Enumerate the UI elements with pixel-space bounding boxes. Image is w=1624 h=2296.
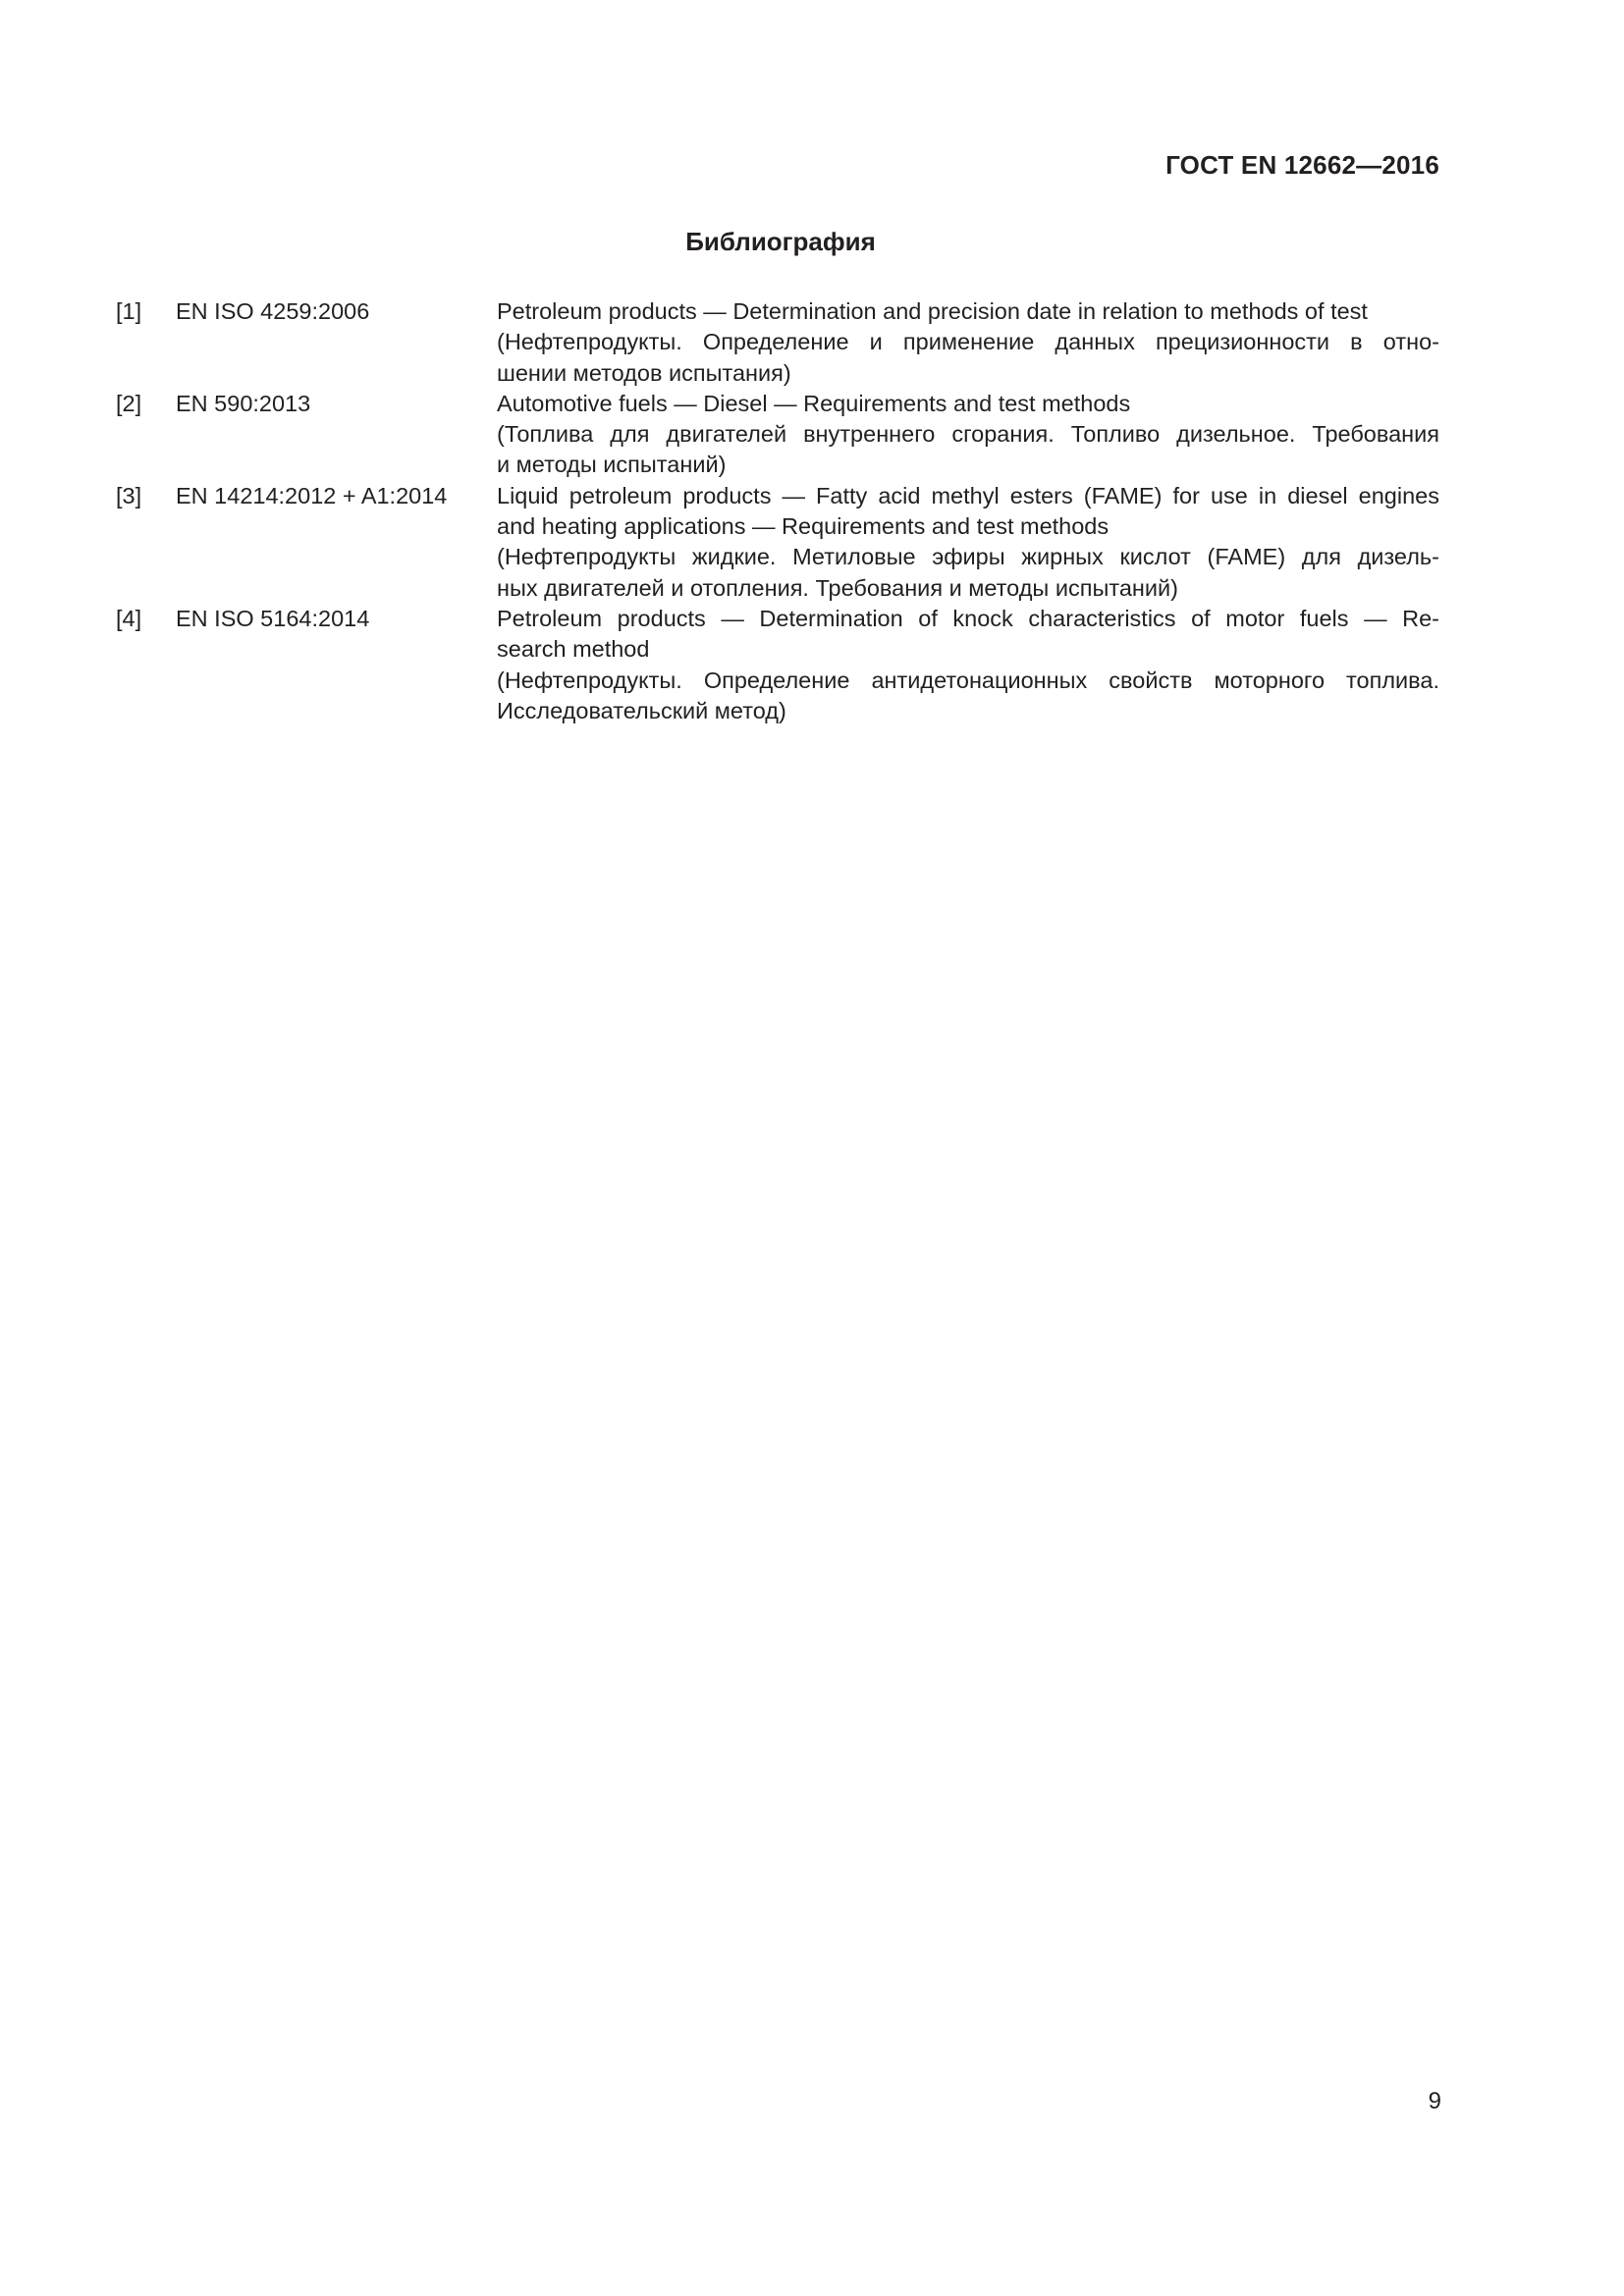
bibliography-entry bbox=[116, 296, 1439, 389]
bibliography-title: Библиография bbox=[685, 227, 876, 256]
entry-number: [3] bbox=[116, 482, 142, 508]
bibliography-list bbox=[116, 296, 1439, 726]
entry-description-line: Automotive fuels — Diesel — Requirements and test methods bbox=[497, 390, 1131, 416]
entry-description-line: шении методов испытания) bbox=[497, 359, 791, 386]
entry-description-line: и методы испытаний) bbox=[497, 452, 727, 478]
entry-description-line: (Нефтепродукты жидкие. Метиловые эфиры жирных кислот (FAME) для дизель- bbox=[497, 544, 1439, 570]
entry-standard-code: EN ISO 5164:2014 bbox=[176, 605, 370, 631]
entry-standard-code: EN ISO 4259:2006 bbox=[176, 298, 370, 324]
entry-description bbox=[497, 604, 1439, 726]
entry-description-line: (Нефтепродукты. Определение антидетонационных свойств моторного топлива. bbox=[497, 667, 1439, 693]
standard-code-header: ГОСТ EN 12662—2016 bbox=[1165, 150, 1439, 180]
entry-description-line: (Нефтепродукты. Определение и применение данных прецизионности в отно- bbox=[497, 329, 1439, 355]
entry-description bbox=[497, 481, 1439, 604]
entry-description bbox=[497, 389, 1439, 481]
entry-description-line: search method bbox=[497, 636, 650, 663]
entry-standard-code: EN 590:2013 bbox=[176, 390, 311, 416]
entry-description-line: Petroleum products — Determination and precision date in relation to methods of test bbox=[497, 298, 1368, 324]
entry-description-line: and heating applications — Requirements and test methods bbox=[497, 513, 1110, 540]
entry-description-line: (Топлива для двигателей внутреннего сгорания. Топливо дизельное. Требования bbox=[497, 421, 1439, 448]
entry-number: [4] bbox=[116, 605, 142, 631]
entry-number: [2] bbox=[116, 390, 142, 416]
bibliography-entry bbox=[116, 481, 1439, 604]
entry-description bbox=[497, 296, 1439, 389]
entry-description-line: Исследовательский метод) bbox=[497, 697, 786, 723]
entry-number: [1] bbox=[116, 298, 142, 324]
bibliography-entry bbox=[116, 604, 1439, 726]
page-number: 9 bbox=[1428, 2088, 1441, 2114]
entry-description-line: Liquid petroleum products — Fatty acid methyl esters (FAME) for use in diesel engines bbox=[497, 482, 1439, 508]
bibliography-entry bbox=[116, 389, 1439, 481]
entry-description-line: ных двигателей и отопления. Требования и методы испытаний) bbox=[497, 574, 1178, 601]
entry-standard-code: EN 14214:2012 + A1:2014 bbox=[176, 482, 448, 508]
entry-description-line: Petroleum products — Determination of knock characteristics of motor fuels — Re- bbox=[497, 605, 1439, 631]
